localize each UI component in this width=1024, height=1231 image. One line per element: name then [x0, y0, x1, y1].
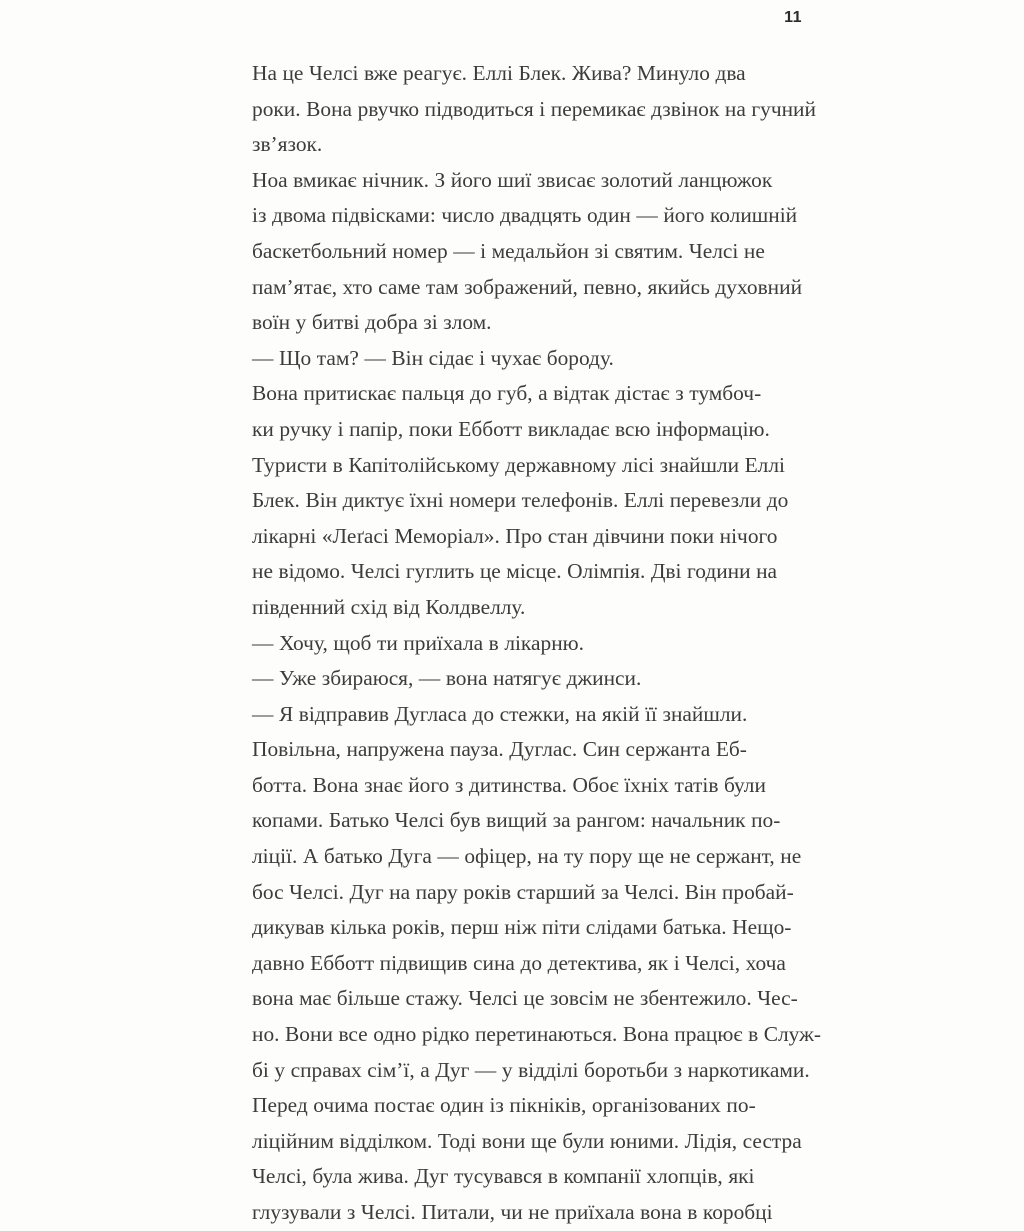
narrative-paragraph — [222, 376, 806, 625]
text-line: ки ручку і папір, поки Ебботт викладає всю інформацію. — [252, 416, 770, 441]
page-number: 11 — [784, 9, 802, 26]
text-line: Ноа вмикає нічник. З його шиї звисає золотий ланцюжок — [252, 167, 773, 192]
text-line: Челсі, була жива. Дуг тусувався в компанії хлопців, які — [252, 1164, 755, 1189]
dialogue-paragraph — [222, 341, 806, 377]
text-line: із двома підвісками: число двадцять один — його колишній — [252, 203, 798, 228]
text-line: вона має більше стажу. Челсі це зовсім не збентежило. Чес- — [252, 986, 798, 1011]
narrative-paragraph — [222, 163, 806, 341]
text-line: На це Челсі вже реагує. Еллі Блек. Жива? Минуло два — [252, 61, 746, 85]
dialogue-paragraph — [222, 626, 806, 662]
text-line: но. Вони все одно рідко перетинаються. Вона працює в Служ- — [252, 1022, 821, 1047]
text-line: давно Ебботт підвищив сина до детектива, як і Челсі, хоча — [252, 950, 786, 975]
text-line: баскетбольний номер — і медальйон зі святим. Челсі не — [252, 238, 765, 263]
text-line: Перед очима постає один із пікніків, організованих по- — [252, 1093, 756, 1118]
text-line: глузували з Челсі. Питали, чи не приїхала вона в коробці — [252, 1200, 773, 1224]
dialogue-paragraph — [222, 697, 806, 733]
text-line: зв’язок. — [252, 132, 323, 157]
text-line: лікарні «Леґасі Меморіал». Про стан дівчини поки нічого — [252, 523, 778, 548]
text-line: Блек. Він диктує їхні номери телефонів. Еллі перевезли до — [252, 488, 789, 513]
narrative-paragraph — [222, 56, 816, 163]
text-line: пам’ятає, хто саме там зображений, певно, якийсь духовний — [252, 274, 803, 299]
narrative-paragraph — [222, 1088, 806, 1230]
text-line: дикував кілька років, перш ніж піти слідами батька. Нещо- — [252, 915, 792, 940]
text-line: — Що там? — Він сідає і чухає бороду. — [252, 345, 614, 370]
text-line: — Уже збираюся, — вона натягує джинси. — [252, 666, 642, 691]
text-line: Вона притискає пальця до губ, а відтак дістає з тумбоч- — [252, 381, 762, 406]
text-line: — Хочу, щоб ти приїхала в лікарню. — [252, 630, 584, 655]
narrative-paragraph — [222, 732, 821, 1088]
text-line: Повільна, напружена пауза. Дуглас. Син сержанта Еб- — [252, 737, 747, 762]
text-line: бос Челсі. Дуг на пару років старший за Челсі. Він пробай- — [252, 879, 794, 904]
text-line: ботта. Вона знає його з дитинства. Обоє їхніх татів були — [252, 772, 766, 797]
text-line: ліційним відділком. Тоді вони ще були юними. Лідія, сестра — [252, 1128, 802, 1153]
text-line: копами. Батько Челсі був вищий за рангом: начальник по- — [252, 808, 781, 833]
text-line: — Я відправив Дугласа до стежки, на якій її знайшли. — [252, 701, 748, 726]
text-line: ліції. А батько Дуга — офіцер, на ту пору ще не сержант, не — [252, 844, 802, 869]
text-line: південний схід від Колдвеллу. — [252, 594, 526, 619]
folio-row — [0, 8, 1024, 34]
text-line: роки. Вона рвучко підводиться і перемикає дзвінок на гучний — [252, 96, 816, 121]
text-line: воїн у битві добра зі злом. — [252, 310, 492, 335]
body-text-block — [222, 56, 821, 1231]
dialogue-paragraph — [222, 661, 806, 697]
text-line: Туристи в Капітолійському державному лісі знайшли Еллі — [252, 452, 785, 477]
text-line: не відомо. Челсі гуглить це місце. Олімпія. Дві години на — [252, 559, 778, 584]
text-line: бі у справах сім’ї, а Дуг — у відділі боротьби з наркотиками. — [252, 1057, 810, 1082]
